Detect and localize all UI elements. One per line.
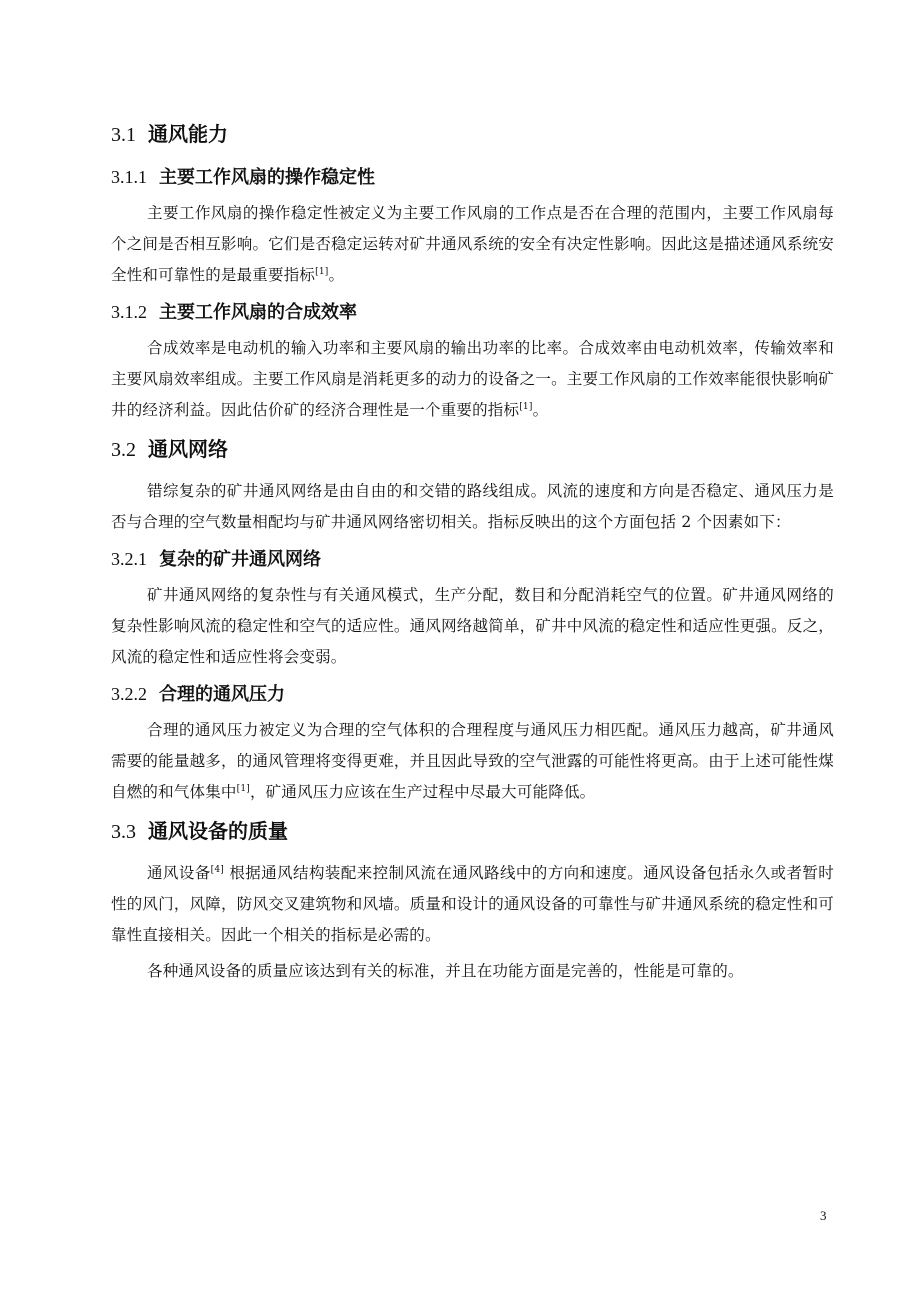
section-heading-3-2 xyxy=(111,431,834,468)
section-number: 3.1.1 xyxy=(111,167,147,187)
paragraph-text: 合成效率是电动机的输入功率和主要风扇的输出功率的比率。合成效率由电动机效率，传输效率和主要风扇效率组成。主要工作风扇是消耗更多的动力的设备之一。主要工作风扇的工作效率能很快影响矿井的经济利益。因此估价矿的经济合理性是一个重要的指标 xyxy=(111,339,834,419)
page-content xyxy=(111,116,834,992)
paragraph-text: 合理的通风压力被定义为合理的空气体积的合理程度与通风压力相匹配。通风压力越高，矿井通风需要的能量越多，的通风管理将变得更难，并且因此导致的空气泄露的可能性将更高。由于上述可能性煤自燃的和气体集中 xyxy=(111,721,834,801)
paragraph-3-2: 错综复杂的矿井通风网络是由自由的和交错的路线组成。风流的速度和方向是否稳定、通风压力是否与合理的空气数量相配均与矿井通风网络密切相关。指标反映出的这个方面包括 2 个因素如下： xyxy=(111,482,834,531)
paragraph-3-1-2 xyxy=(111,333,834,426)
paragraph-text: 主要工作风扇的操作稳定性被定义为主要工作风扇的工作点是否在合理的范围内，主要工作风扇每个之间是否相互影响。它们是否稳定运转对矿井通风系统的安全有决定性影响。因此这是描述通风系统安全性和可靠性的是最重要指标 xyxy=(111,204,834,284)
citation-ref: [1] xyxy=(236,784,250,794)
section-title: 合理的通风压力 xyxy=(159,684,285,705)
section-heading-3-3 xyxy=(111,813,834,850)
section-heading-3-2-2 xyxy=(111,678,834,711)
section-title: 通风设备的质量 xyxy=(148,819,288,843)
section-heading-3-2-1 xyxy=(111,543,834,576)
section-number: 3.1.2 xyxy=(111,302,147,322)
paragraph-3-3-a xyxy=(111,858,834,951)
paragraph-text-end: 。 xyxy=(328,266,345,284)
paragraph-3-3-b: 各种通风设备的质量应该达到有关的标准，并且在功能方面是完善的，性能是可靠的。 xyxy=(147,962,744,980)
paragraph-3-2-1: 矿井通风网络的复杂性与有关通风模式，生产分配，数目和分配消耗空气的位置。矿井通风网络的复杂性影响风流的稳定性和空气的适应性。通风网络越简单，矿井中风流的稳定性和适应性更强。反之，风流的稳定性和适应性将会变弱。 xyxy=(111,586,834,666)
citation-ref: [1] xyxy=(315,267,329,277)
paragraph-3-2-2 xyxy=(111,715,834,808)
section-number: 3.2.1 xyxy=(111,549,147,569)
section-title: 通风能力 xyxy=(148,122,228,146)
section-number: 3.3 xyxy=(111,821,136,843)
section-title: 主要工作风扇的操作稳定性 xyxy=(159,167,375,188)
page-number: 3 xyxy=(820,1208,827,1223)
paragraph-3-1-1 xyxy=(111,198,834,291)
paragraph-text-end: 根据通风结构装配来控制风流在通风路线中的方向和速度。通风设备包括永久或者暂时性的风门，风障，防风交叉建筑物和风墙。质量和设计的通风设备的可靠性与矿井通风系统的稳定性和可靠性直接相关。因此一个相关的指标是必需的。 xyxy=(111,864,834,944)
section-heading-3-1-2 xyxy=(111,296,834,329)
paragraph-text-end: 。 xyxy=(532,401,549,419)
section-heading-3-1-1 xyxy=(111,161,834,194)
citation-ref: [4] xyxy=(210,865,225,875)
section-number: 3.2.2 xyxy=(111,684,147,704)
section-number: 3.1 xyxy=(111,124,136,146)
section-title: 主要工作风扇的合成效率 xyxy=(159,302,357,323)
section-heading-3-1 xyxy=(111,116,834,153)
paragraph-text: 通风设备 xyxy=(147,864,211,882)
paragraph-text-end: ，矿通风压力应该在生产过程中尽最大可能降低。 xyxy=(249,783,596,801)
section-title: 通风网络 xyxy=(148,437,228,461)
section-number: 3.2 xyxy=(111,439,136,461)
section-title: 复杂的矿井通风网络 xyxy=(159,549,321,570)
citation-ref: [1] xyxy=(519,402,533,412)
